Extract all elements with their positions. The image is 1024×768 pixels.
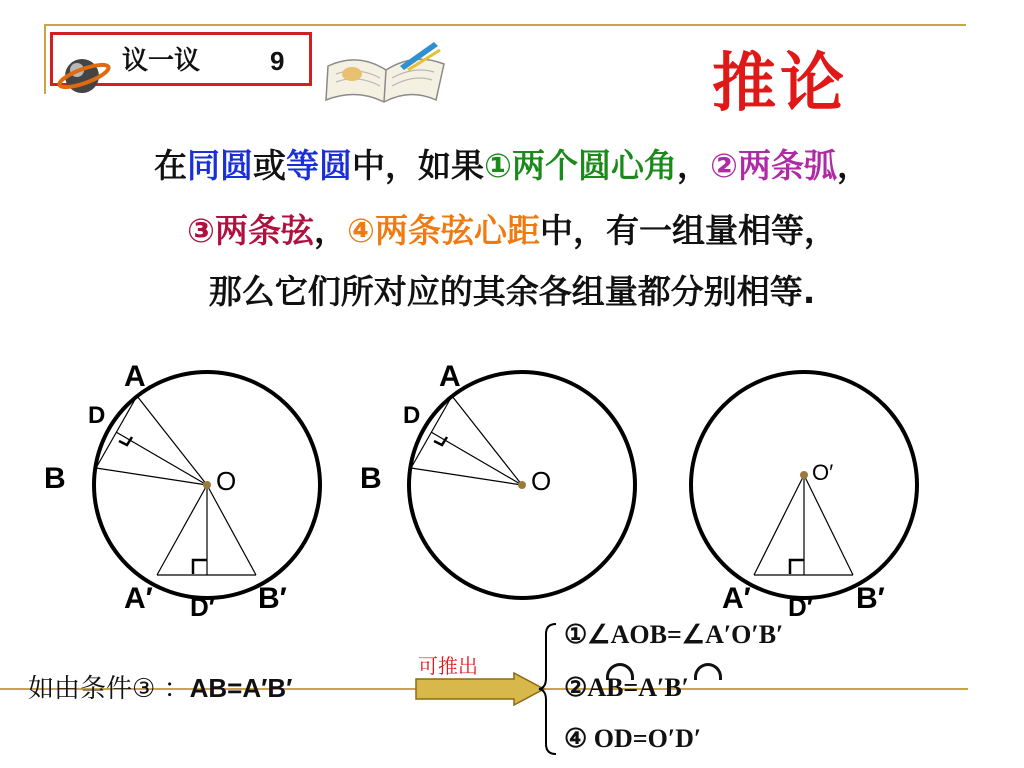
text-segment: ， [836, 146, 870, 185]
badge-label: 议一议 [122, 46, 201, 76]
arc-mark [606, 663, 634, 680]
same-circle-term: 同圆 [187, 146, 254, 185]
chord-distance-term: ④两条弦心距 [347, 211, 540, 250]
result-angle: ①∠AOB=∠A′O′B′ [564, 620, 784, 649]
badge-number: 9 [270, 46, 285, 76]
circle-figure-2 [360, 360, 635, 598]
result-distance: ④ OD=O′D′ [564, 724, 702, 753]
radius-o2b2 [804, 475, 853, 575]
statement-line-1 [0, 140, 1024, 187]
text-segment: 或 [253, 146, 287, 185]
book-icon [322, 36, 448, 108]
radius-ob2 [207, 485, 256, 575]
conclusion-prefix: 如由条件③ ： [28, 674, 190, 704]
label-d: D [88, 402, 106, 429]
radius-ob [411, 468, 522, 485]
arc-term: ②两条弧 [710, 146, 837, 185]
right-angle-mark [193, 560, 207, 574]
arc-mark [694, 663, 722, 680]
statement-line-3: 那么它们所对应的其余各组量都分别相等. [208, 272, 816, 311]
top-rule [44, 24, 966, 26]
circle-figure-3 [691, 372, 917, 622]
radius-oa2 [157, 485, 207, 575]
circle-figures [0, 350, 1024, 630]
label-a: A [439, 360, 461, 393]
label-o: O [216, 466, 237, 496]
condition-value: AB=A′B′ [189, 673, 293, 703]
circle-figure-1 [44, 360, 320, 622]
equal-circle-term: 等圆 [286, 146, 353, 185]
text-segment: 中，如果 [352, 146, 485, 185]
center-point [518, 481, 526, 489]
radius-ob [96, 468, 207, 485]
text-segment: ， [677, 146, 710, 185]
label-a2: A′ [124, 582, 153, 615]
chord-term: ③两条弦 [187, 211, 314, 250]
label-a2: A′ [722, 582, 751, 615]
label-a: A [124, 360, 146, 393]
label-o2: O′ [812, 460, 834, 485]
text-segment: 在 [154, 146, 188, 185]
brace-icon [536, 620, 562, 758]
center-point [800, 471, 808, 479]
label-d: D [403, 402, 421, 429]
text-segment: 中，有一组量相等， [539, 211, 837, 250]
label-d2: D′ [190, 592, 216, 622]
conclusion-text [28, 668, 292, 705]
center-point [203, 481, 211, 489]
text-segment: ， [314, 211, 347, 250]
radius-oa [452, 396, 522, 485]
arrow-icon [414, 672, 548, 706]
statement-line-2 [0, 205, 1024, 252]
label-b: B [360, 462, 382, 495]
label-b2: B′ [856, 582, 885, 615]
arrow-label: 可推出 [418, 654, 478, 678]
central-angle-term: ①两个圆心角 [484, 146, 677, 185]
radius-oa [137, 396, 207, 485]
right-angle-mark [790, 560, 804, 574]
left-rule [44, 24, 46, 94]
result-arc-text: AB=A′B′ [587, 673, 689, 702]
label-b: B [44, 462, 66, 495]
label-o: O [531, 466, 552, 496]
result-marker: ② [564, 673, 588, 702]
label-b2: B′ [258, 582, 287, 615]
globe-icon [56, 52, 112, 96]
page-title: 推论 [712, 47, 848, 121]
label-d2: D′ [788, 592, 814, 622]
